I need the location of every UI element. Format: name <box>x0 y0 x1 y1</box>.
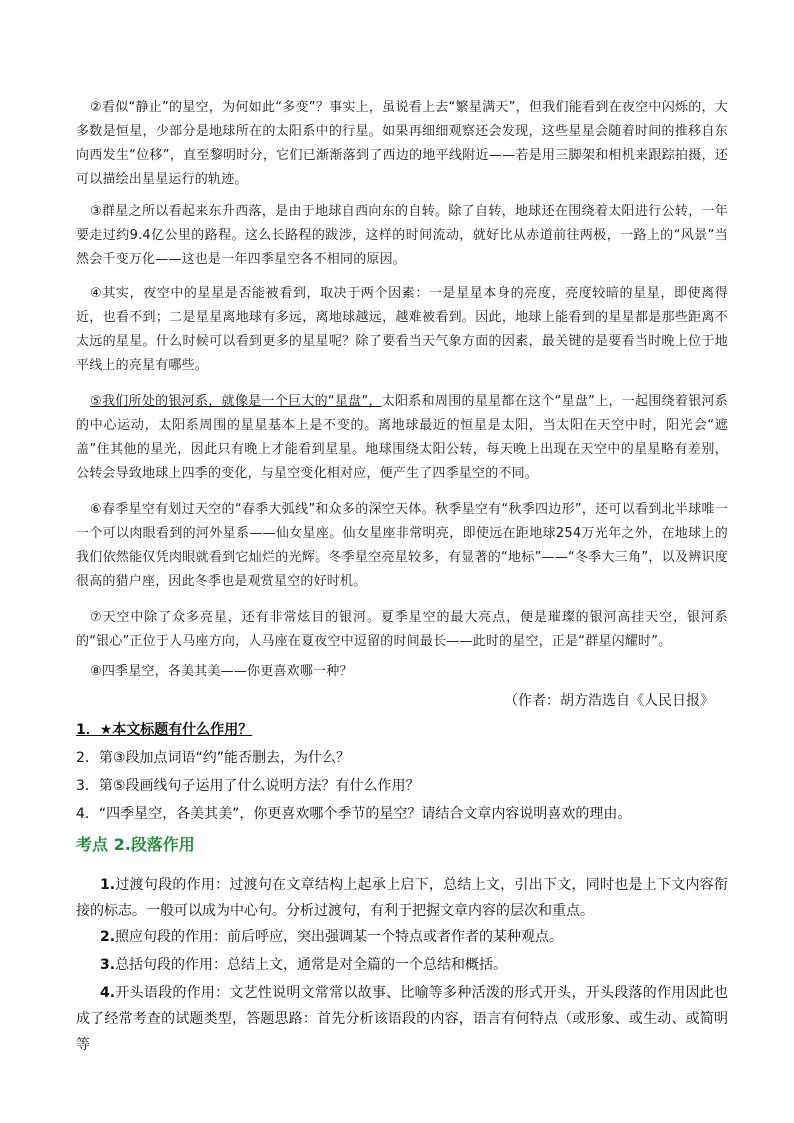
explanation-number: 2. <box>100 929 116 945</box>
paragraph-7: ⑦天空中除了众多亮星，还有非常炫目的银河。夏季星空的最大亮点，便是璀璨的银河高挂天空，银河系的“银心”正位于人马座方向，人马座在夏夜空中逗留的时间最长——此时的星空，正是“群星闪耀时”。 <box>76 610 728 649</box>
paragraph-6: ⑥春季星空有划过天空的“春季大弧线”和众多的深空天体。秋季星空有“秋季四边形”，还可以看到北半球唯一一个可以肉眼看到的河外星系——仙女星座。仙女星座非常明亮，即使远在距地球254万光年之外，在地球上的我们依然能仅凭肉眼就看到它灿烂的光辉。冬季星空亮星较多，有显著的“地标”——“冬季大三角”，以及辨识度很高的猎户座，因此冬季也是观赏星空的好时机。 <box>76 502 728 589</box>
question-2: 2．第③段加点词语“约”能否删去，为什么？ <box>76 750 350 766</box>
underlined-sentence: ⑤我们所处的银河系，就像是一个巨大的“星盘”， <box>90 394 382 409</box>
explanation-3 <box>76 952 728 978</box>
explanation-text: 过渡句段的作用：过渡句在文章结构上起承上启下，总结上文，引出下文，同时也是上下文内容衔接的标志。一般可以成为中心句。分析过渡句，有利于把握文章内容的层次和重点。 <box>76 877 728 919</box>
paragraph-4: ④其实，夜空中的星星是否能被看到，取决于两个因素：一是星星本身的亮度，亮度较暗的星星，即使离得近，也看不到；二是星星离地球有多远，离地球越远，越难被看到。因此，地球上能看到的星星都是那些距离不太远的星星。什么时候可以看到更多的星星呢？除了要看当天气象方面的因素，最关键的是要看当时晚上位于地平线上的亮星有哪些。 <box>76 286 728 373</box>
explanation-text: 照应句段的作用：前后呼应，突出强调某一个特点或者作者的某种观点。 <box>115 929 564 945</box>
paragraph-5 <box>76 390 728 486</box>
paragraph-8: ⑧四季星空，各美其美——你更喜欢哪一种？ <box>90 664 353 679</box>
explanation-number: 1. <box>100 877 116 893</box>
explanation-number: 3. <box>100 957 116 973</box>
explanation-1 <box>76 872 728 924</box>
explanation-4 <box>76 980 728 1058</box>
paragraph-2: ②看似“静止”的星空，为何如此“多变”？事实上，虽说看上去“繁星满天”，但我们能看到在夜空中闪烁的，大多数是恒星，少部分是地球所在的太阳系中的行星。如果再细细观察还会发现，这些星星会随着时间的推移自东向西发生“位移”，直至黎明时分，它们已渐渐落到了西边的地平线附近——若是用三脚架和相机来跟踪拍摄，还可以描绘出星星运行的轨迹。 <box>76 100 728 187</box>
explanation-2 <box>76 924 728 950</box>
question-4: 4．“四季星空，各美其美”，你更喜欢哪个季节的星空？请结合文章内容说明喜欢的理由。 <box>76 806 632 822</box>
paragraph-3: ③群星之所以看起来东升西落，是由于地球自西向东的自转。除了自转，地球还在围绕着太阳进行公转，一年要走过约9.4亿公里的路程。这么长路程的跋涉，这样的时间流动，就好比从赤道前往两极，一路上的“风景”当然会千变万化——这也是一年四季星空各不相同的原因。 <box>76 204 728 267</box>
explanation-text: 开头语段的作用：文艺性说明文常常以故事、比喻等多种活泼的形式开头，开头段落的作用因此也成了经常考查的试题类型，答题思路：首先分析该语段的内容，语言有何特点（或形象、或生动、或简明等 <box>76 985 728 1053</box>
attribution: （作者：胡方浩选自《人民日报》 <box>504 693 714 709</box>
explanation-text: 总括句段的作用：总结上文，通常是对全篇的一个总结和概括。 <box>115 957 508 973</box>
section-title: 考点 2.段落作用 <box>76 835 195 854</box>
question-1: 1．★本文标题有什么作用？ <box>76 722 253 738</box>
question-3: 3．第⑤段画线句子运用了什么说明方法？有什么作用？ <box>76 778 420 794</box>
paragraph-5-rest: 太阳系和周围的星星都在这个“星盘”上，一起围绕着银河系的中心运动，太阳系周围的星星基本上是不变的。离地球最近的恒星是太阳，当太阳在天空中时，阳光会“遮盖”住其他的星光，因此只有晚上才能看到星星。地球围绕太阳公转，每天晚上出现在天空中的星星略有差别，公转会导致地球上四季的变化，与星空变化相对应，便产生了四季星空的不同。 <box>76 394 728 481</box>
explanation-number: 4. <box>100 985 116 1001</box>
